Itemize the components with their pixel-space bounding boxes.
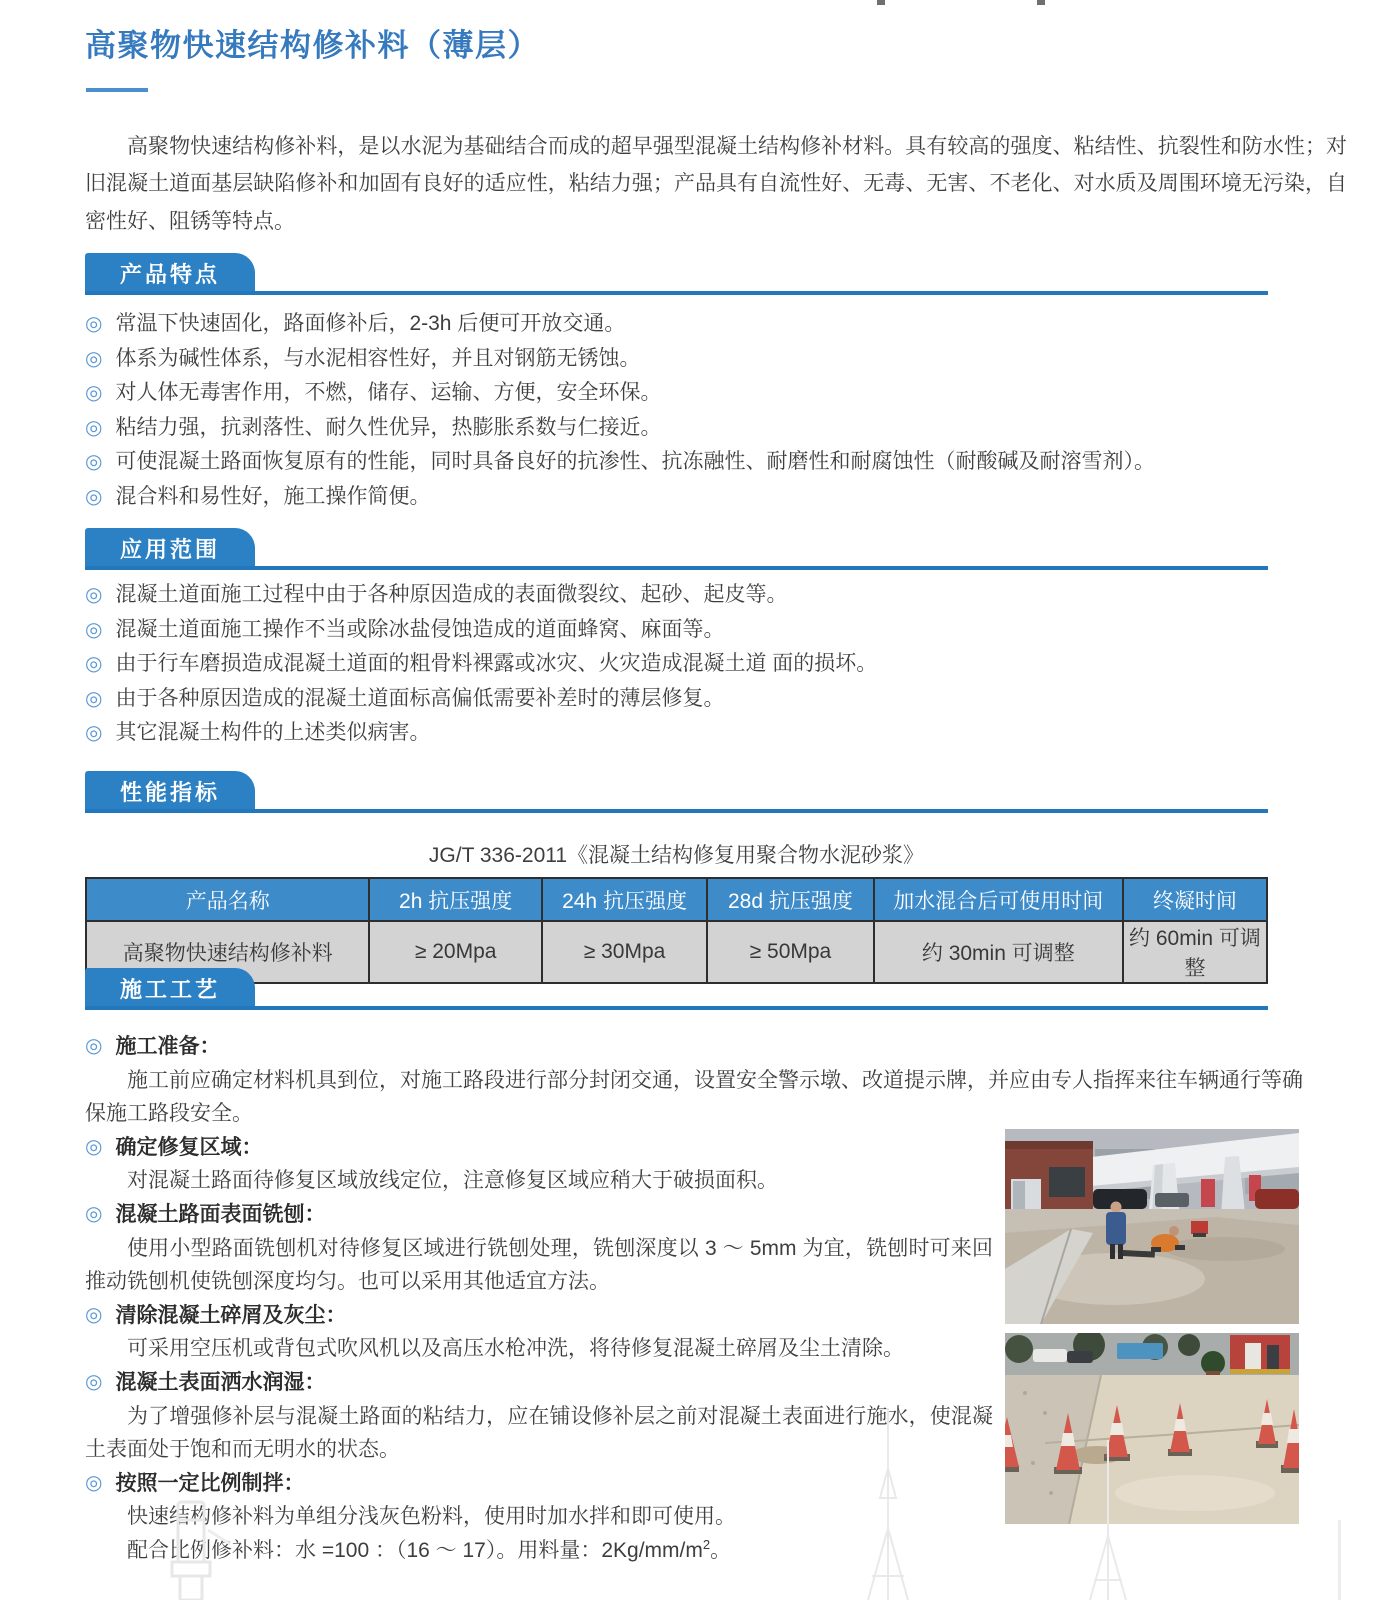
title-underline — [86, 88, 148, 92]
list-item-text: 由于各种原因造成的混凝土道面标高偏低需要补差时的薄层修复。 — [115, 686, 725, 710]
step-text: 为了增强修补层与混凝土路面的粘结力，应在铺设修补层之前对混凝土表面进行施水，使混凝土表面处于饱和而无明水的状态。 — [85, 1404, 993, 1462]
table-cell: 约 60min 可调整 — [1123, 921, 1267, 983]
table-caption: JG/T 336-2011《混凝土结构修复用聚合物水泥砂浆》 — [428, 844, 925, 867]
step-label-text: 混凝土表面洒水润湿： — [115, 1370, 326, 1394]
bullet-icon: ◎ — [85, 1471, 103, 1494]
table-cell: 高聚物快速结构修补料 — [86, 921, 369, 983]
section-rule — [85, 291, 1268, 295]
bullet-icon: ◎ — [85, 347, 103, 370]
step-text: 对混凝土路面待修复区域放线定位，注意修复区域应稍大于破损面积。 — [127, 1169, 778, 1193]
table-header-cell: 28d 抗压强度 — [707, 878, 874, 921]
list-item-text: 体系为碱性体系，与水泥相容性好，并且对钢筋无锈蚀。 — [115, 346, 641, 370]
list-item-text: 其它混凝土构件的上述类似病害。 — [115, 721, 431, 744]
bullet-icon: ◎ — [85, 313, 103, 335]
bullet-icon: ◎ — [85, 416, 103, 439]
section-tab-applications — [85, 528, 255, 568]
bullet-icon: ◎ — [85, 1135, 103, 1158]
table-header-cell: 终凝时间 — [1123, 878, 1267, 921]
list-item-text: 常温下快速固化，路面修补后，2-3h 后便可开放交通。 — [115, 312, 626, 335]
bullet-icon: ◎ — [85, 1303, 103, 1326]
table-cell: ≥ 30Mpa — [542, 921, 707, 983]
section-tab-label: 施工工艺 — [119, 976, 220, 1002]
section-performance — [85, 771, 1268, 984]
table-cell: ≥ 20Mpa — [369, 921, 541, 983]
intro-paragraph: 高聚物快速结构修补料，是以水泥为基础结合而成的超早强型混凝土结构修补材料。具有较高的强度、粘结性、抗裂性和防水性；对旧混凝土道面基层缺陷修补和加固有良好的适应性，粘结力强；产品具有自流性好、无毒、无害、不老化、对水质及周围环境无污染，自密性好、阻锈等特点。 — [85, 135, 1347, 233]
list-item — [85, 613, 1268, 648]
step-label-text: 确定修复区域： — [115, 1135, 263, 1159]
applications-list — [85, 578, 1268, 751]
list-item — [85, 578, 1268, 613]
mix-ratio-text: 配合比例修补料：水 =100 ：（16 ～ 17）。用料量：2Kg/mm/m — [127, 1538, 703, 1562]
step-label — [85, 1030, 1268, 1064]
photo-road-repair-illustration — [1005, 1129, 1299, 1324]
section-tab-label: 产品特点 — [119, 261, 220, 287]
section-tab-process — [85, 968, 255, 1008]
list-item-text: 由于行车磨损造成混凝土道面的粗骨料裸露或冰灾、火灾造成混凝土道 面的损坏。 — [115, 652, 878, 675]
bullet-icon: ◎ — [85, 653, 103, 675]
watermark-sketch — [1082, 1440, 1134, 1600]
section-tab-features — [85, 253, 255, 293]
watermark-sketch — [1338, 1520, 1341, 1600]
section-applications — [85, 528, 1268, 751]
bullet-icon: ◎ — [85, 485, 103, 508]
table-cell: 约 30min 可调整 — [874, 921, 1123, 983]
watermark-sketch — [858, 1408, 918, 1600]
step-label-text: 按照一定比例制拌： — [115, 1471, 305, 1495]
bullet-icon: ◎ — [85, 382, 103, 404]
bullet-icon: ◎ — [85, 1202, 103, 1225]
list-item-text: 对人体无毒害作用，不燃，储存、运输、方便，安全环保。 — [115, 381, 662, 404]
cutoff-header-mark — [877, 0, 885, 5]
step-label-text: 施工准备： — [115, 1035, 221, 1058]
photo-traffic-cones — [1005, 1333, 1299, 1524]
table-header-row — [86, 878, 1267, 921]
section-tab-label: 性能指标 — [119, 779, 220, 805]
table-header-cell: 2h 抗压强度 — [369, 878, 541, 921]
step-text: 使用小型路面铣刨机对待修复区域进行铣刨处理，铣刨深度以 3 ～ 5mm 为宜，铣刨时可来回推动铣刨机使铣刨深度均匀。也可以采用其他适宜方法。 — [85, 1236, 993, 1294]
bullet-icon: ◎ — [85, 618, 103, 641]
step-text: 快速结构修补料为单组分浅灰色粉料，使用时加水拌和即可使用。 — [127, 1505, 736, 1529]
table-header-cell: 加水混合后可使用时间 — [874, 878, 1123, 921]
cutoff-header-mark — [1037, 0, 1045, 5]
section-rule — [85, 1006, 1268, 1010]
page-title: 高聚物快速结构修补料（薄层） — [85, 28, 540, 63]
list-item — [85, 480, 1268, 515]
list-item — [85, 342, 1268, 377]
list-item-text: 混凝土道面施工操作不当或除冰盐侵蚀造成的道面蜂窝、麻面等。 — [115, 617, 725, 641]
section-rule — [85, 566, 1268, 570]
list-item — [85, 682, 1268, 717]
section-tab-label: 应用范围 — [119, 536, 220, 562]
list-item-text: 粘结力强，抗剥落性、耐久性优异，热膨胀系数与仁接近。 — [115, 415, 662, 439]
section-tab-performance — [85, 771, 255, 811]
list-item-text: 混合料和易性好，施工操作简便。 — [115, 484, 431, 508]
superscript: 2 — [702, 1536, 711, 1552]
list-item-text: 混凝土道面施工过程中由于各种原因造成的表面微裂纹、起砂、起皮等。 — [115, 583, 788, 606]
table-header-cell: 24h 抗压强度 — [542, 878, 707, 921]
step-label-text: 清除混凝土碎屑及灰尘： — [115, 1303, 347, 1327]
section-rule — [85, 809, 1268, 813]
list-item — [85, 307, 1268, 342]
table-cell: ≥ 50Mpa — [707, 921, 874, 983]
list-item — [85, 647, 1268, 682]
mix-ratio-period: 。 — [710, 1538, 732, 1562]
features-list — [85, 307, 1268, 514]
bullet-icon: ◎ — [85, 451, 103, 473]
bullet-icon: ◎ — [85, 722, 103, 744]
step-text: 施工前应确定材料机具到位，对施工路段进行部分封闭交通，设置安全警示墩、改道提示牌，并应由专人指挥来往车辆通行等确保施工路段安全。 — [85, 1068, 1303, 1126]
list-item — [85, 411, 1268, 446]
step-label-text: 混凝土路面表面铣刨： — [115, 1202, 326, 1226]
photo-road-repair — [1005, 1129, 1299, 1324]
section-features — [85, 253, 1268, 514]
table-header-cell: 产品名称 — [86, 878, 369, 921]
photo-traffic-cones-illustration — [1005, 1333, 1299, 1524]
watermark-sketch — [150, 1500, 245, 1600]
list-item — [85, 716, 1268, 751]
step-text: 可采用空压机或背包式吹风机以及高压水枪冲洗，将待修复混凝土碎屑及尘土清除。 — [127, 1337, 904, 1361]
bullet-icon: ◎ — [85, 1370, 103, 1393]
bullet-icon: ◎ — [85, 584, 103, 606]
bullet-icon: ◎ — [85, 1035, 103, 1057]
list-item — [85, 445, 1268, 480]
list-item-text: 可使混凝土路面恢复原有的性能，同时具备良好的抗渗性、抗冻融性、耐磨性和耐腐蚀性（耐酸碱及耐溶雪剂）。 — [115, 450, 1155, 473]
bullet-icon: ◎ — [85, 687, 103, 710]
list-item — [85, 376, 1268, 411]
